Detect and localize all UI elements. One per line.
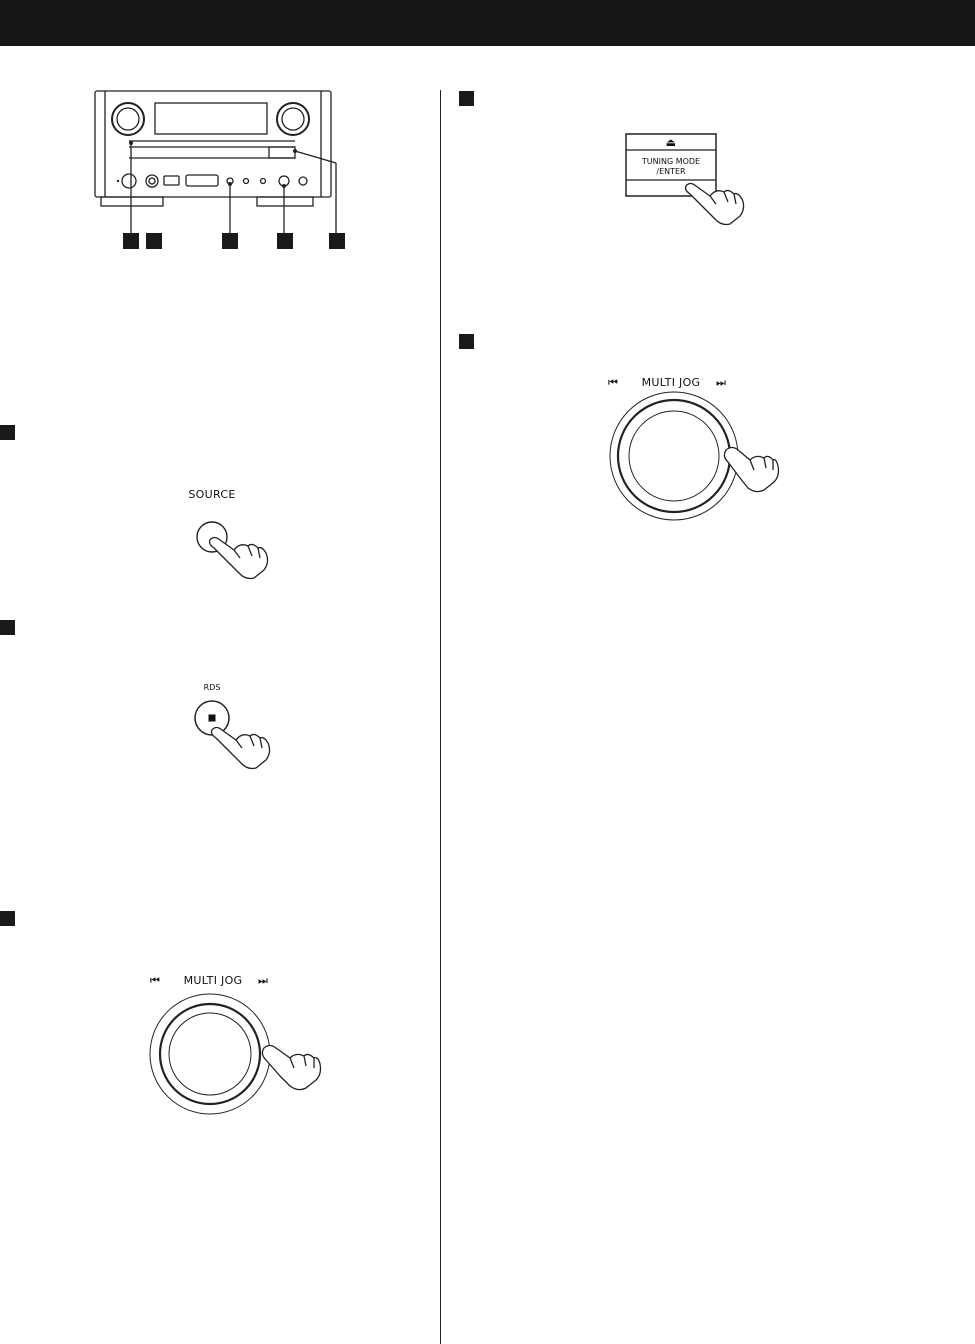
eject-icon: ⏏ — [665, 136, 677, 149]
skip-forward-icon: ⏭ — [258, 974, 269, 987]
step-marker — [0, 911, 15, 926]
pressing-hand-icon — [262, 1046, 320, 1090]
rds-button-illustration — [170, 678, 290, 778]
multi-jog-label: MULTI JOG — [183, 974, 243, 987]
multi-jog-dial-illustration-right — [598, 368, 798, 533]
enter-label: /ENTER — [656, 167, 686, 176]
multi-jog-label: MULTI JOG — [641, 376, 701, 389]
source-label: SOURCE — [188, 488, 236, 501]
stop-icon — [209, 715, 216, 722]
device-front-panel-illustration — [85, 85, 365, 255]
pressing-hand-icon — [724, 448, 778, 492]
skip-forward-icon: ⏭ — [716, 376, 727, 389]
header-bar — [0, 0, 975, 46]
skip-back-icon: ⏮ — [608, 376, 619, 389]
step-marker — [0, 425, 15, 440]
step-marker — [459, 334, 474, 349]
column-divider — [440, 90, 441, 1344]
rds-label: RDS — [203, 683, 221, 692]
step-marker — [459, 91, 474, 106]
source-button-illustration — [170, 480, 290, 590]
multi-jog-dial-illustration — [140, 966, 340, 1131]
step-marker — [0, 620, 15, 635]
pressing-hand-icon — [210, 538, 268, 579]
tuning-mode-enter-button-illustration — [620, 130, 760, 235]
tuning-mode-label: TUNING MODE — [641, 157, 701, 166]
skip-back-icon: ⏮ — [150, 974, 161, 987]
pressing-hand-icon — [212, 728, 270, 769]
